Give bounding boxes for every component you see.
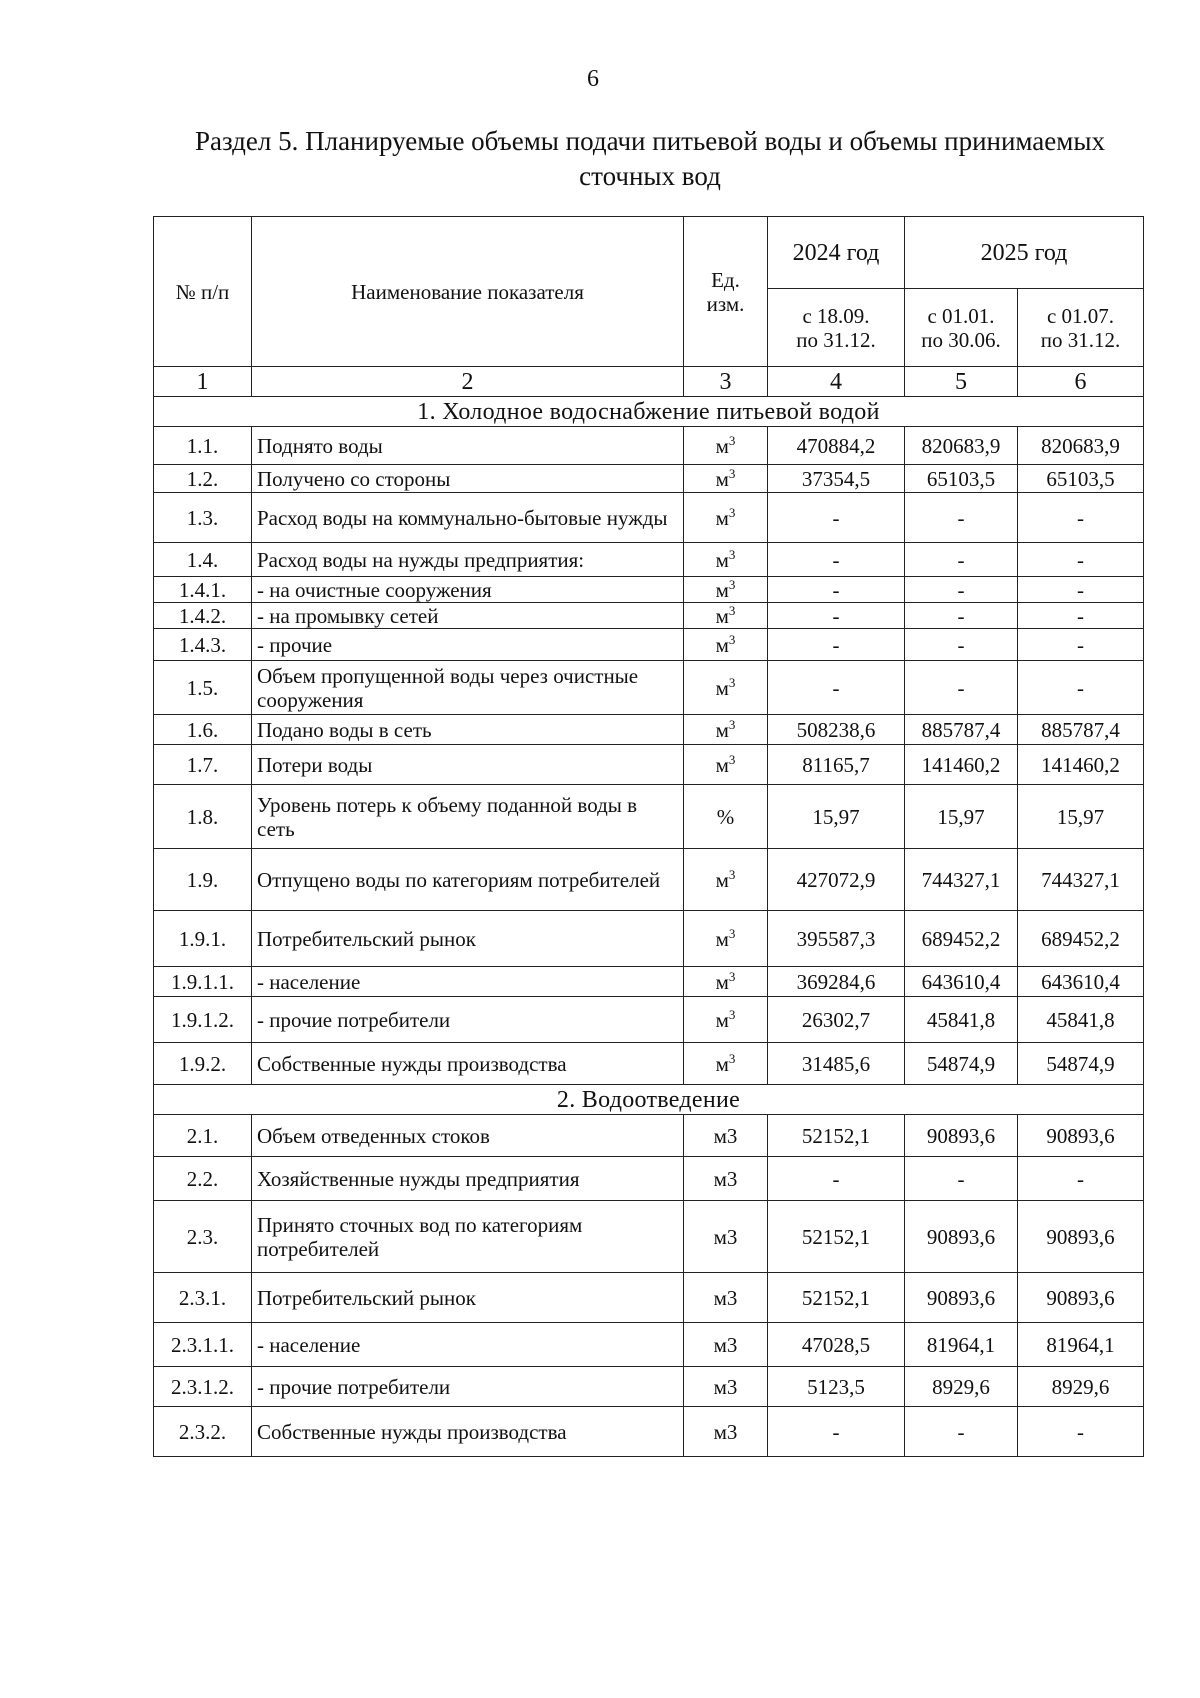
unit-text: м3 xyxy=(713,1419,738,1444)
value-2025-h1: - xyxy=(905,493,1018,543)
unit-superscript: 3 xyxy=(728,576,736,592)
value-2024: 37354,5 xyxy=(768,465,905,493)
section-title-line1: Раздел 5. Планируемые объемы подачи питьевой воды и объемы принимаемых xyxy=(194,126,1106,156)
row-number: 2.1. xyxy=(154,1115,252,1157)
colnum-1: 1 xyxy=(154,367,252,397)
row-name: - население xyxy=(252,1323,684,1367)
value-2025-h2: 885787,4 xyxy=(1018,715,1144,745)
row-number: 1.6. xyxy=(154,715,252,745)
value-2024: 26302,7 xyxy=(768,997,905,1043)
table-row xyxy=(154,493,1144,543)
unit-text: % xyxy=(716,804,735,829)
table-row xyxy=(154,1115,1144,1157)
table-row xyxy=(154,911,1144,967)
row-name: Подано воды в сеть xyxy=(252,715,684,745)
value-2024: - xyxy=(768,1407,905,1457)
row-name: Получено со стороны xyxy=(252,465,684,493)
table-body xyxy=(154,397,1144,1457)
unit-text: м xyxy=(715,926,729,951)
row-number: 2.3.1.1. xyxy=(154,1323,252,1367)
row-number: 1.5. xyxy=(154,661,252,715)
row-name: Объем пропущенной воды через очистные сооружения xyxy=(252,661,684,715)
table-row xyxy=(154,543,1144,577)
table-row xyxy=(154,997,1144,1043)
value-2025-h2: 45841,8 xyxy=(1018,997,1144,1043)
row-name: Отпущено воды по категориям потребителей xyxy=(252,849,684,911)
row-name: - на промывку сетей xyxy=(252,603,684,629)
unit-text: м3 xyxy=(713,1374,738,1399)
value-2025-h2: - xyxy=(1018,1407,1144,1457)
value-2025-h2: - xyxy=(1018,603,1144,629)
value-2025-h1: 45841,8 xyxy=(905,997,1018,1043)
value-2024: 508238,6 xyxy=(768,715,905,745)
row-unit xyxy=(684,911,768,967)
value-2025-h1: 8929,6 xyxy=(905,1367,1018,1407)
section-heading: 2. Водоотведение xyxy=(154,1085,1144,1115)
value-2024: - xyxy=(768,603,905,629)
section-title-line2: сточных вод xyxy=(579,161,721,191)
value-2025-h2: - xyxy=(1018,493,1144,543)
value-2025-h1: - xyxy=(905,1157,1018,1201)
row-name: - прочие потребители xyxy=(252,1367,684,1407)
row-number: 2.3. xyxy=(154,1201,252,1273)
row-name: Потребительский рынок xyxy=(252,1273,684,1323)
row-number: 1.9.1. xyxy=(154,911,252,967)
table-header xyxy=(154,217,1144,397)
unit-text: м3 xyxy=(713,1224,738,1249)
value-2025-h1: 820683,9 xyxy=(905,427,1018,465)
row-number: 1.9.1.2. xyxy=(154,997,252,1043)
value-2025-h2: 744327,1 xyxy=(1018,849,1144,911)
row-unit xyxy=(684,745,768,785)
row-number: 1.9. xyxy=(154,849,252,911)
row-number: 2.3.2. xyxy=(154,1407,252,1457)
value-2025-h2: 8929,6 xyxy=(1018,1367,1144,1407)
unit-superscript: 3 xyxy=(728,432,736,448)
value-2025-h2: - xyxy=(1018,1157,1144,1201)
value-2025-h1: 90893,6 xyxy=(905,1273,1018,1323)
unit-text: м xyxy=(715,577,729,602)
row-unit xyxy=(684,1323,768,1367)
value-2024: 5123,5 xyxy=(768,1367,905,1407)
row-number: 1.8. xyxy=(154,785,252,849)
table-row xyxy=(154,465,1144,493)
table-row xyxy=(154,745,1144,785)
unit-superscript: 3 xyxy=(728,716,736,732)
value-2024: 52152,1 xyxy=(768,1115,905,1157)
row-unit xyxy=(684,577,768,603)
value-2024: 15,97 xyxy=(768,785,905,849)
table-row xyxy=(154,1273,1144,1323)
value-2024: - xyxy=(768,493,905,543)
value-2025-h1: 744327,1 xyxy=(905,849,1018,911)
row-unit xyxy=(684,543,768,577)
value-2025-h2: 820683,9 xyxy=(1018,427,1144,465)
unit-superscript: 3 xyxy=(728,546,736,562)
row-name: Уровень потерь к объему поданной воды в сеть xyxy=(252,785,684,849)
row-name: Собственные нужды производства xyxy=(252,1043,684,1085)
row-unit xyxy=(684,1367,768,1407)
value-2025-h2: 81964,1 xyxy=(1018,1323,1144,1367)
table-row xyxy=(154,1407,1144,1457)
row-unit xyxy=(684,465,768,493)
table-row xyxy=(154,577,1144,603)
value-2025-h1: 65103,5 xyxy=(905,465,1018,493)
value-2024: 395587,3 xyxy=(768,911,905,967)
volumes-table xyxy=(153,216,1144,1457)
row-unit xyxy=(684,1115,768,1157)
value-2024: - xyxy=(768,543,905,577)
unit-text: м xyxy=(715,632,729,657)
row-name: Потребительский рынок xyxy=(252,911,684,967)
row-unit xyxy=(684,1407,768,1457)
value-2025-h2: - xyxy=(1018,543,1144,577)
row-name: Хозяйственные нужды предприятия xyxy=(252,1157,684,1201)
value-2025-h1: - xyxy=(905,1407,1018,1457)
table-row xyxy=(154,849,1144,911)
value-2025-h2: 90893,6 xyxy=(1018,1115,1144,1157)
unit-superscript: 3 xyxy=(728,925,736,941)
row-number: 1.9.2. xyxy=(154,1043,252,1085)
unit-text: м xyxy=(715,466,729,491)
value-2024: 81165,7 xyxy=(768,745,905,785)
value-2025-h1: - xyxy=(905,577,1018,603)
unit-superscript: 3 xyxy=(728,751,736,767)
section-row xyxy=(154,1085,1144,1115)
section-heading: 1. Холодное водоснабжение питьевой водой xyxy=(154,397,1144,427)
table-row xyxy=(154,715,1144,745)
value-2025-h1: 15,97 xyxy=(905,785,1018,849)
row-unit xyxy=(684,493,768,543)
value-2025-h1: 54874,9 xyxy=(905,1043,1018,1085)
header-unit-line1: Ед. xyxy=(711,267,740,292)
header-period-1-line1: с 18.09. xyxy=(802,303,870,328)
row-name: Принято сточных вод по категориям потребителей xyxy=(252,1201,684,1273)
row-unit xyxy=(684,661,768,715)
header-unit-line2: изм. xyxy=(706,291,745,316)
value-2025-h2: 15,97 xyxy=(1018,785,1144,849)
row-number: 1.4.2. xyxy=(154,603,252,629)
table-row xyxy=(154,427,1144,465)
row-name: Собственные нужды производства xyxy=(252,1407,684,1457)
table-row xyxy=(154,661,1144,715)
colnum-5: 5 xyxy=(905,367,1018,397)
row-unit xyxy=(684,715,768,745)
unit-text: м xyxy=(715,1051,729,1076)
row-name: - население xyxy=(252,967,684,997)
unit-text: м xyxy=(715,547,729,572)
row-name: - прочие xyxy=(252,629,684,661)
table-row xyxy=(154,1201,1144,1273)
value-2024: - xyxy=(768,1157,905,1201)
row-unit xyxy=(684,427,768,465)
value-2025-h2: 689452,2 xyxy=(1018,911,1144,967)
table-row xyxy=(154,1367,1144,1407)
value-2025-h1: 689452,2 xyxy=(905,911,1018,967)
value-2025-h2: - xyxy=(1018,661,1144,715)
value-2024: 427072,9 xyxy=(768,849,905,911)
value-2025-h1: 81964,1 xyxy=(905,1323,1018,1367)
unit-text: м3 xyxy=(713,1285,738,1310)
unit-text: м3 xyxy=(713,1123,738,1148)
value-2024: 52152,1 xyxy=(768,1273,905,1323)
colnum-4: 4 xyxy=(768,367,905,397)
unit-text: м xyxy=(715,603,729,628)
header-period-1-line2: по 31.12. xyxy=(796,327,876,352)
table-row xyxy=(154,1043,1144,1085)
row-name: Потери воды xyxy=(252,745,684,785)
value-2025-h2: 65103,5 xyxy=(1018,465,1144,493)
row-unit xyxy=(684,785,768,849)
header-period-3-line2: по 31.12. xyxy=(1040,327,1121,352)
header-period-2 xyxy=(905,289,1018,367)
row-number: 1.9.1.1. xyxy=(154,967,252,997)
page-number: 6 xyxy=(587,66,599,92)
table-row xyxy=(154,603,1144,629)
value-2024: 47028,5 xyxy=(768,1323,905,1367)
unit-text: м xyxy=(715,433,729,458)
value-2024: - xyxy=(768,629,905,661)
value-2024: 52152,1 xyxy=(768,1201,905,1273)
row-number: 1.2. xyxy=(154,465,252,493)
unit-text: м xyxy=(715,717,729,742)
table-row xyxy=(154,1157,1144,1201)
unit-text: м xyxy=(715,1007,729,1032)
colnum-3: 3 xyxy=(684,367,768,397)
row-unit xyxy=(684,967,768,997)
row-name: Поднято воды xyxy=(252,427,684,465)
unit-superscript: 3 xyxy=(728,674,736,690)
colnum-2: 2 xyxy=(252,367,684,397)
header-unit xyxy=(684,217,768,367)
row-number: 1.4.3. xyxy=(154,629,252,661)
value-2024: 369284,6 xyxy=(768,967,905,997)
unit-superscript: 3 xyxy=(728,602,736,618)
value-2024: - xyxy=(768,577,905,603)
value-2025-h2: 54874,9 xyxy=(1018,1043,1144,1085)
value-2025-h2: - xyxy=(1018,577,1144,603)
row-unit xyxy=(684,849,768,911)
value-2025-h1: 141460,2 xyxy=(905,745,1018,785)
value-2024: 31485,6 xyxy=(768,1043,905,1085)
row-number: 2.3.1. xyxy=(154,1273,252,1323)
row-name: Расход воды на коммунально-бытовые нужды xyxy=(252,493,684,543)
header-period-2-line1: с 01.01. xyxy=(927,303,995,328)
unit-text: м xyxy=(715,505,729,530)
value-2025-h1: - xyxy=(905,661,1018,715)
row-name: Объем отведенных стоков xyxy=(252,1115,684,1157)
row-number: 2.2. xyxy=(154,1157,252,1201)
row-unit xyxy=(684,629,768,661)
value-2025-h2: 141460,2 xyxy=(1018,745,1144,785)
table-row xyxy=(154,1323,1144,1367)
table-row xyxy=(154,629,1144,661)
unit-superscript: 3 xyxy=(728,504,736,520)
header-period-3 xyxy=(1018,289,1144,367)
header-year-2024: 2024 год xyxy=(768,217,905,289)
row-number: 1.3. xyxy=(154,493,252,543)
value-2025-h1: - xyxy=(905,629,1018,661)
table-row xyxy=(154,967,1144,997)
header-period-2-line2: по 30.06. xyxy=(921,327,1001,352)
unit-superscript: 3 xyxy=(728,465,736,481)
row-unit xyxy=(684,1043,768,1085)
header-num: № п/п xyxy=(154,217,252,367)
section-row xyxy=(154,397,1144,427)
header-period-3-line1: с 01.07. xyxy=(1046,303,1115,328)
unit-superscript: 3 xyxy=(728,968,736,984)
value-2025-h1: 90893,6 xyxy=(905,1201,1018,1273)
value-2024: 470884,2 xyxy=(768,427,905,465)
row-unit xyxy=(684,1157,768,1201)
value-2025-h2: 90893,6 xyxy=(1018,1273,1144,1323)
row-unit xyxy=(684,1273,768,1323)
unit-superscript: 3 xyxy=(728,1050,736,1066)
header-name: Наименование показателя xyxy=(252,217,684,367)
row-number: 2.3.1.2. xyxy=(154,1367,252,1407)
value-2024: - xyxy=(768,661,905,715)
unit-text: м3 xyxy=(713,1332,738,1357)
row-number: 1.7. xyxy=(154,745,252,785)
row-name: - на очистные сооружения xyxy=(252,577,684,603)
unit-superscript: 3 xyxy=(728,1006,736,1022)
value-2025-h2: 90893,6 xyxy=(1018,1201,1144,1273)
value-2025-h2: 643610,4 xyxy=(1018,967,1144,997)
row-number: 1.1. xyxy=(154,427,252,465)
row-unit xyxy=(684,997,768,1043)
table-row xyxy=(154,785,1144,849)
value-2025-h1: 885787,4 xyxy=(905,715,1018,745)
row-unit xyxy=(684,603,768,629)
row-number: 1.4.1. xyxy=(154,577,252,603)
value-2025-h1: 90893,6 xyxy=(905,1115,1018,1157)
value-2025-h1: - xyxy=(905,543,1018,577)
section-title xyxy=(150,124,1150,194)
unit-text: м3 xyxy=(713,1166,738,1191)
unit-superscript: 3 xyxy=(728,866,736,882)
unit-text: м xyxy=(715,867,729,892)
value-2025-h2: - xyxy=(1018,629,1144,661)
row-unit xyxy=(684,1201,768,1273)
value-2025-h1: 643610,4 xyxy=(905,967,1018,997)
row-name: - прочие потребители xyxy=(252,997,684,1043)
unit-superscript: 3 xyxy=(728,631,736,647)
value-2025-h1: - xyxy=(905,603,1018,629)
unit-text: м xyxy=(715,675,729,700)
unit-text: м xyxy=(715,752,729,777)
row-number: 1.4. xyxy=(154,543,252,577)
header-year-2025: 2025 год xyxy=(905,217,1144,289)
header-period-1 xyxy=(768,289,905,367)
row-name: Расход воды на нужды предприятия: xyxy=(252,543,684,577)
unit-text: м xyxy=(715,969,729,994)
colnum-6: 6 xyxy=(1018,367,1144,397)
